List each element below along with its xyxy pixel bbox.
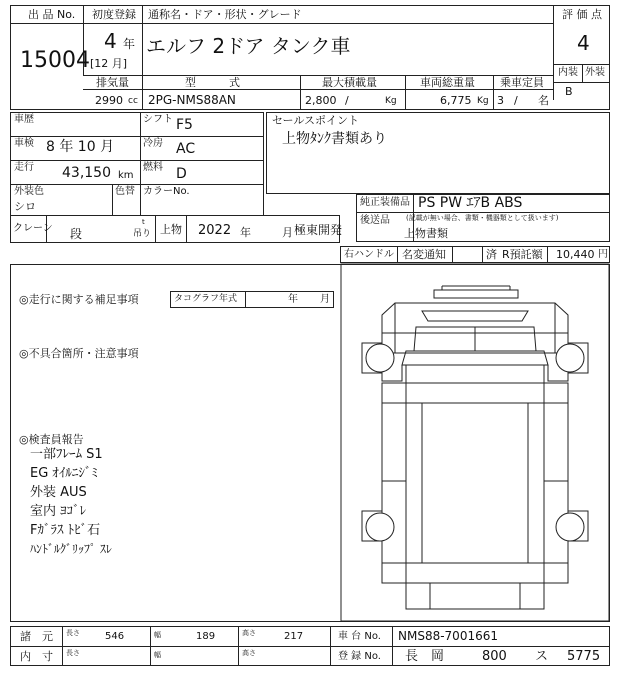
body-month-unit: 月 bbox=[282, 226, 293, 239]
inspector-line: ﾊﾝﾄﾞﾙｸﾞﾘｯﾌﾟ ｽﾚ bbox=[30, 542, 112, 556]
inspector-line: EG ｵｲﾙﾆｼﾞﾐ bbox=[30, 466, 98, 481]
model-code-value: 2PG-NMS88AN bbox=[148, 93, 236, 107]
lot-number: 15004 bbox=[20, 48, 90, 73]
max-load-value: 2,800 bbox=[305, 94, 337, 107]
displacement-unit: cc bbox=[128, 96, 138, 106]
capacity-value: 3 bbox=[497, 94, 504, 107]
ac-label: 冷房 bbox=[143, 138, 163, 149]
history-label: 車歴 bbox=[14, 114, 34, 125]
body-year: 2022 bbox=[198, 223, 232, 238]
interior-value: B bbox=[565, 85, 573, 98]
fuel-value: D bbox=[176, 166, 187, 182]
inspection-value: 8 年 10 月 bbox=[46, 139, 115, 155]
sales-point-text: 上物ﾀﾝｸ書類あり bbox=[282, 131, 387, 147]
post-docs-value: 上物書類 bbox=[404, 227, 448, 240]
name-change-label: 名変通知 bbox=[402, 248, 446, 261]
mileage-unit: km bbox=[118, 170, 134, 181]
reg-number: 5775 bbox=[567, 649, 601, 664]
capacity-unit: 名 bbox=[538, 94, 549, 107]
gross-weight-label: 車両総重量 bbox=[420, 76, 475, 89]
length-label: 長さ bbox=[66, 649, 80, 657]
width-label: 幅 bbox=[154, 651, 161, 659]
post-docs-note: (記載が無い場合、書類・機器類として扱います) bbox=[406, 214, 559, 222]
length-label: 長さ bbox=[66, 629, 80, 637]
capacity-label: 乗車定員 bbox=[500, 76, 544, 89]
recycle-value: 10,440 bbox=[556, 248, 595, 261]
reg-class: 800 bbox=[482, 649, 507, 664]
inspection-label: 車検 bbox=[14, 138, 34, 149]
post-docs-label: 後送品 bbox=[360, 215, 390, 226]
mileage-value: 43,150 bbox=[62, 165, 111, 181]
reg-region: 長 岡 bbox=[405, 649, 445, 664]
rating-value: 4 bbox=[577, 31, 590, 55]
tachograph-month-unit: 月 bbox=[320, 294, 330, 305]
inspector-line: 一部ﾌﾚｰﾑ S1 bbox=[30, 447, 103, 462]
interior-label: 内装 bbox=[558, 67, 578, 78]
height-value: 217 bbox=[284, 631, 304, 642]
tachograph-label: タコグラフ年式 bbox=[174, 294, 238, 304]
width-label: 幅 bbox=[154, 631, 161, 639]
inspector-line: Fｶﾞﾗｽ ﾄﾋﾞ石 bbox=[30, 523, 101, 538]
crane-stage: 段 bbox=[70, 227, 83, 241]
displacement-label: 排気量 bbox=[96, 76, 129, 89]
ac-value: AC bbox=[176, 141, 196, 157]
reg-label: 登 録 No. bbox=[338, 651, 381, 662]
tachograph-year-unit: 年 bbox=[288, 294, 298, 305]
first-reg-label: 初度登録 bbox=[92, 8, 136, 21]
inspector-label: ◎検査員報告 bbox=[19, 433, 84, 446]
first-reg-month: [12 月] bbox=[90, 57, 128, 70]
width-value: 189 bbox=[196, 631, 216, 642]
chassis-label: 車 台 No. bbox=[338, 631, 381, 642]
ext-color-label: 外装色 bbox=[14, 186, 44, 197]
length-value: 546 bbox=[105, 631, 125, 642]
fuel-label: 燃料 bbox=[143, 162, 163, 173]
shift-value: F5 bbox=[176, 117, 193, 133]
rating-label: 評 価 点 bbox=[562, 8, 602, 21]
color-code-label: カラーNo. bbox=[143, 186, 190, 197]
inspector-line: 外装 AUS bbox=[30, 485, 87, 500]
displacement-value: 2990 bbox=[95, 94, 123, 107]
crane-ton-top: t bbox=[142, 218, 145, 226]
model-label: 通称名・ドア・形状・グレード bbox=[148, 8, 302, 21]
inspector-line: 室内 ﾖｺﾞﾚ bbox=[30, 504, 87, 519]
lot-label: 出 品 No. bbox=[28, 8, 76, 21]
gross-weight-unit: Kg bbox=[477, 96, 489, 106]
equipment-label: 純正装備品 bbox=[360, 197, 410, 208]
chassis-value: NMS88-7001661 bbox=[398, 629, 498, 643]
max-load-unit: Kg bbox=[385, 96, 397, 106]
recycle-label: R預託額 bbox=[502, 248, 543, 261]
details-frame bbox=[10, 112, 264, 216]
capacity-sep: / bbox=[514, 94, 518, 107]
exterior-label: 外装 bbox=[585, 67, 605, 78]
first-reg-year: 4 bbox=[104, 29, 117, 53]
max-load-sep: / bbox=[345, 94, 349, 107]
shift-label: シフト bbox=[143, 114, 173, 125]
body-year-unit: 年 bbox=[240, 226, 251, 239]
color-no-label: 色替 bbox=[115, 186, 135, 197]
model-name: エルフ 2ドア タンク車 bbox=[146, 34, 351, 58]
crane-label: クレーン bbox=[13, 223, 53, 234]
equipment-value: PS PW ｴｱB ABS bbox=[418, 195, 523, 211]
gross-weight-value: 6,775 bbox=[440, 94, 472, 107]
reg-kana: ス bbox=[535, 649, 549, 664]
dims-label: 諸 元 bbox=[20, 630, 53, 643]
running-label: ◎走行に関する補足事項 bbox=[19, 293, 139, 306]
model-code-label: 型 式 bbox=[185, 76, 240, 89]
sales-point-label: セールスポイント bbox=[272, 114, 360, 127]
first-reg-year-unit: 年 bbox=[123, 37, 136, 51]
ext-color-value: シロ bbox=[14, 200, 36, 213]
defects-label: ◎不具合箇所・注意事項 bbox=[19, 347, 139, 360]
height-label: 高さ bbox=[242, 629, 256, 637]
max-load-label: 最大積載量 bbox=[322, 76, 377, 89]
vehicle-diagram bbox=[340, 263, 610, 623]
handle-value: 右ハンドル bbox=[344, 249, 394, 260]
body-label: 上物 bbox=[160, 223, 182, 236]
mileage-label: 走行 bbox=[14, 162, 34, 173]
shaken-label: 済 bbox=[486, 248, 497, 261]
height-label: 高さ bbox=[242, 649, 256, 657]
body-maker: 極東開発 bbox=[294, 223, 343, 237]
recycle-unit: 円 bbox=[598, 249, 608, 260]
inner-label: 内 寸 bbox=[20, 650, 53, 663]
crane-ton-bottom: 吊り bbox=[133, 229, 152, 239]
